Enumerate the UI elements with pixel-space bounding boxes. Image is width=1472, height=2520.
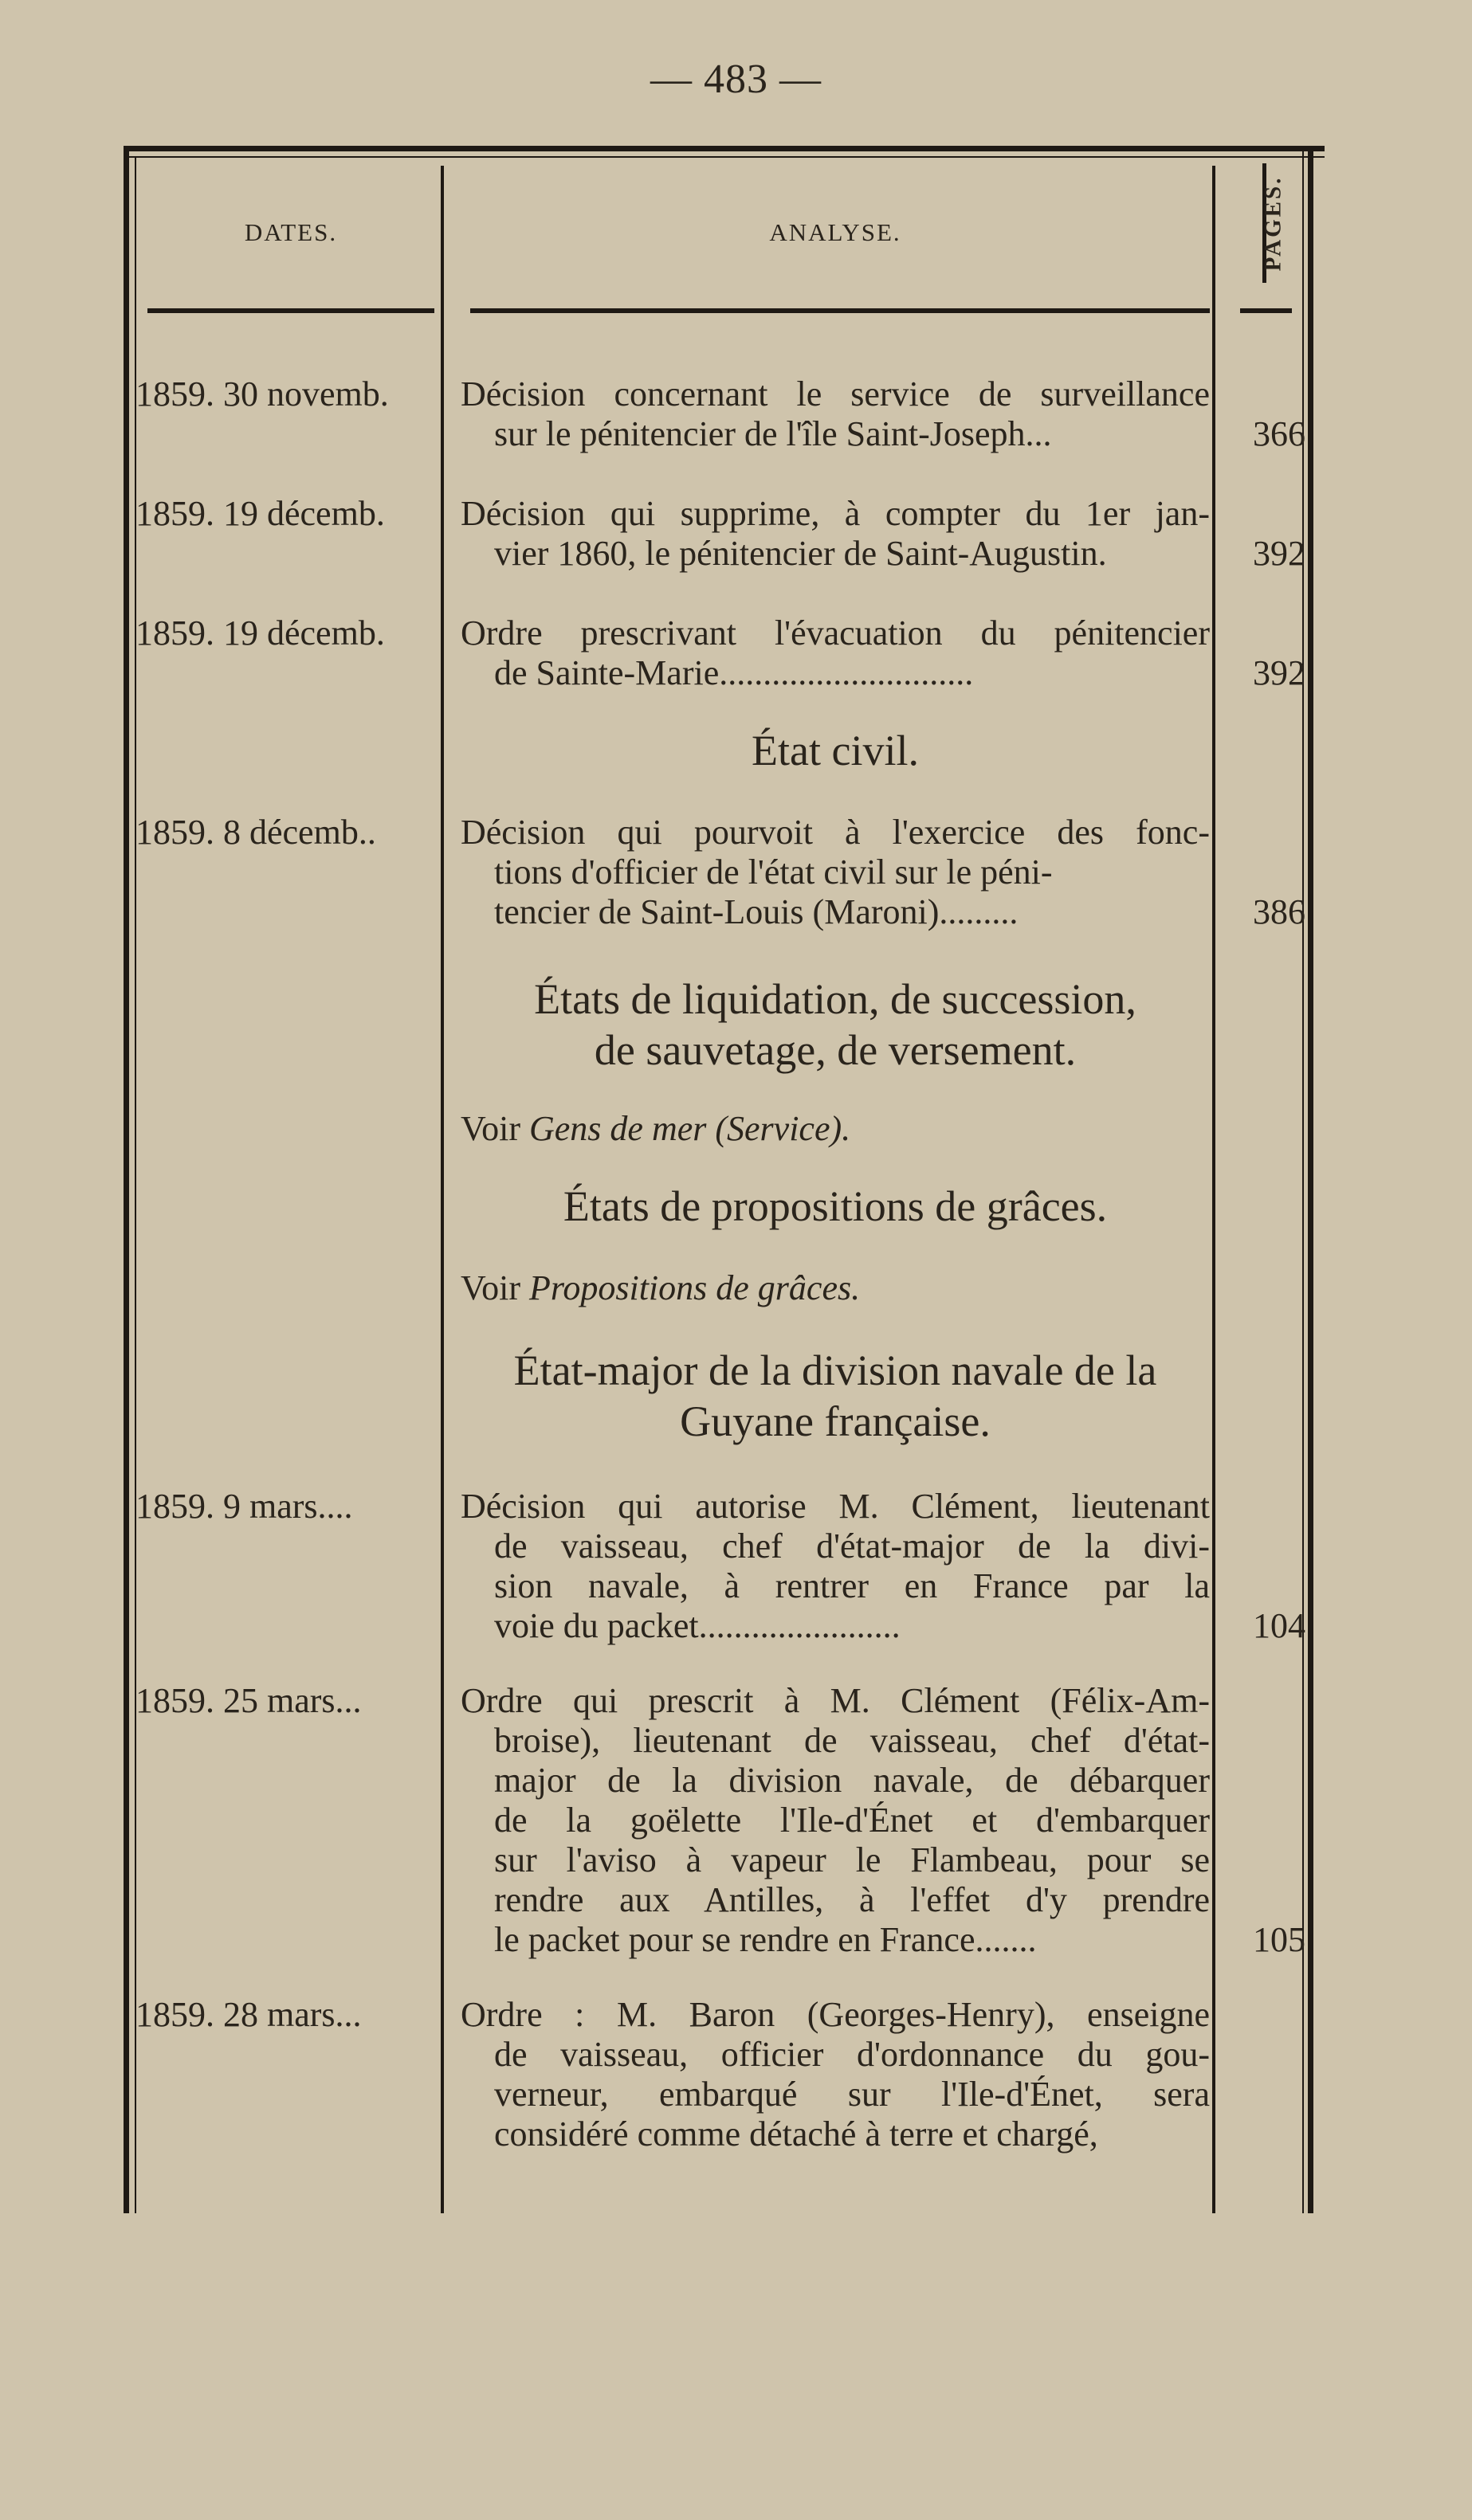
analyse-line: vier 1860, le pénitencier de Saint-Augustin. xyxy=(494,534,1107,573)
voir-reference xyxy=(461,1268,1210,1308)
analyse-line: Ordre prescrivant l'évacuation du pénitencier xyxy=(461,613,1210,653)
entry-page-ref: 366 xyxy=(1253,414,1305,453)
analyse-line: rendre aux Antilles, à l'effet d'y prendre xyxy=(494,1880,1210,1919)
entry-date: 1859. 25 mars... xyxy=(135,1681,362,1720)
analyse-line: sur l'aviso à vapeur le Flambeau, pour se xyxy=(494,1840,1210,1879)
analyse-line: sur le pénitencier de l'île Saint-Joseph... xyxy=(494,414,1052,453)
analyse-line: considéré comme détaché à terre et chargé, xyxy=(494,2114,1098,2154)
entry-page-ref: 392 xyxy=(1253,653,1305,692)
entry-analyse xyxy=(461,1995,1210,2154)
analyse-line: de la goëlette l'Ile-d'Énet et d'embarquer xyxy=(494,1801,1210,1840)
section-heading-line: Guyane française. xyxy=(680,1397,991,1445)
analyse-line: verneur, embarqué sur l'Ile-d'Énet, sera xyxy=(494,2075,1210,2114)
voir-target: Gens de mer (Service). xyxy=(528,1109,851,1148)
entry-date: 1859. 8 décemb.. xyxy=(135,813,376,852)
entry-page-ref: 104 xyxy=(1253,1606,1305,1645)
entry-page-ref: 105 xyxy=(1253,1920,1305,1959)
analyse-line: de vaisseau, chef d'état-major de la divi- xyxy=(494,1527,1210,1566)
right-border-thick xyxy=(1308,146,1313,2213)
analyse-line: Ordre : M. Baron (Georges-Henry), enseigne xyxy=(461,1995,1210,2034)
analyse-line: major de la division navale, de débarquer xyxy=(494,1761,1210,1800)
analyse-line: Décision qui supprime, à compter du 1er jan- xyxy=(461,494,1210,533)
dates-column-divider xyxy=(441,166,444,2213)
analyse-line: tions d'officier de l'état civil sur le péni- xyxy=(494,852,1053,892)
entry-date: 1859. 9 mars.... xyxy=(135,1487,353,1526)
entry-analyse xyxy=(461,613,1210,693)
right-border-thin xyxy=(1302,151,1304,2213)
pages-header-label: PAGES. xyxy=(1260,175,1286,271)
entry-analyse xyxy=(461,813,1210,932)
analyse-line: Décision qui pourvoit à l'exercice des fonc- xyxy=(461,813,1210,852)
analyse-line: tencier de Saint-Louis (Maroni)......... xyxy=(494,892,1019,931)
left-border-thick xyxy=(124,146,129,2213)
analyse-line: Décision concernant le service de surveillance xyxy=(461,374,1210,413)
analyse-line: le packet pour se rendre en France....... xyxy=(494,1920,1037,1959)
analyse-line: de Sainte-Marie............................. xyxy=(494,653,974,692)
voir-reference xyxy=(461,1109,1210,1149)
entry-date: 1859. 30 novemb. xyxy=(135,374,389,413)
analyse-line: voie du packet....................... xyxy=(494,1606,901,1645)
analyse-header: ANALYSE. xyxy=(769,218,901,246)
section-heading-line: État-major de la division navale de la xyxy=(513,1346,1157,1394)
analyse-line: sion navale, à rentrer en France par la xyxy=(494,1566,1210,1605)
entry-analyse xyxy=(461,1487,1210,1646)
analyse-line: Ordre qui prescrit à M. Clément (Félix-Am- xyxy=(461,1681,1210,1720)
page-number: — 483 — xyxy=(650,57,822,102)
voir-prefix: Voir xyxy=(461,1109,520,1148)
dates-header: DATES. xyxy=(244,218,338,246)
pages-header xyxy=(1250,163,1297,283)
pages-header-rule xyxy=(1240,308,1292,313)
voir-prefix: Voir xyxy=(461,1268,520,1307)
entry-analyse xyxy=(461,374,1210,454)
entry-page-ref: 392 xyxy=(1253,534,1305,573)
section-heading xyxy=(461,1345,1210,1447)
entry-date: 1859. 19 décemb. xyxy=(135,613,385,653)
section-heading: États de propositions de grâces. xyxy=(563,1182,1108,1230)
pages-column-divider xyxy=(1212,166,1215,2213)
section-heading-line: de sauvetage, de versement. xyxy=(594,1026,1077,1074)
section-heading-line: États de liquidation, de succession, xyxy=(534,975,1136,1023)
entry-date: 1859. 19 décemb. xyxy=(135,494,385,533)
analyse-line: broise), lieutenant de vaisseau, chef d'état- xyxy=(494,1721,1210,1760)
top-rule-thin xyxy=(128,156,1325,158)
dates-header-rule xyxy=(147,308,434,313)
entry-analyse xyxy=(461,494,1210,574)
entry-date: 1859. 28 mars... xyxy=(135,1995,362,2034)
analyse-line: Décision qui autorise M. Clément, lieutenant xyxy=(461,1487,1210,1526)
top-rule-thick xyxy=(128,146,1325,151)
analyse-header-rule xyxy=(470,308,1210,313)
section-heading: État civil. xyxy=(752,727,919,774)
section-heading xyxy=(461,974,1210,1076)
analyse-line: de vaisseau, officier d'ordonnance du gou- xyxy=(494,2035,1210,2074)
voir-target: Propositions de grâces. xyxy=(528,1268,861,1307)
left-border-thin xyxy=(135,158,136,2213)
entry-analyse xyxy=(461,1681,1210,1960)
entry-page-ref: 386 xyxy=(1253,892,1305,931)
